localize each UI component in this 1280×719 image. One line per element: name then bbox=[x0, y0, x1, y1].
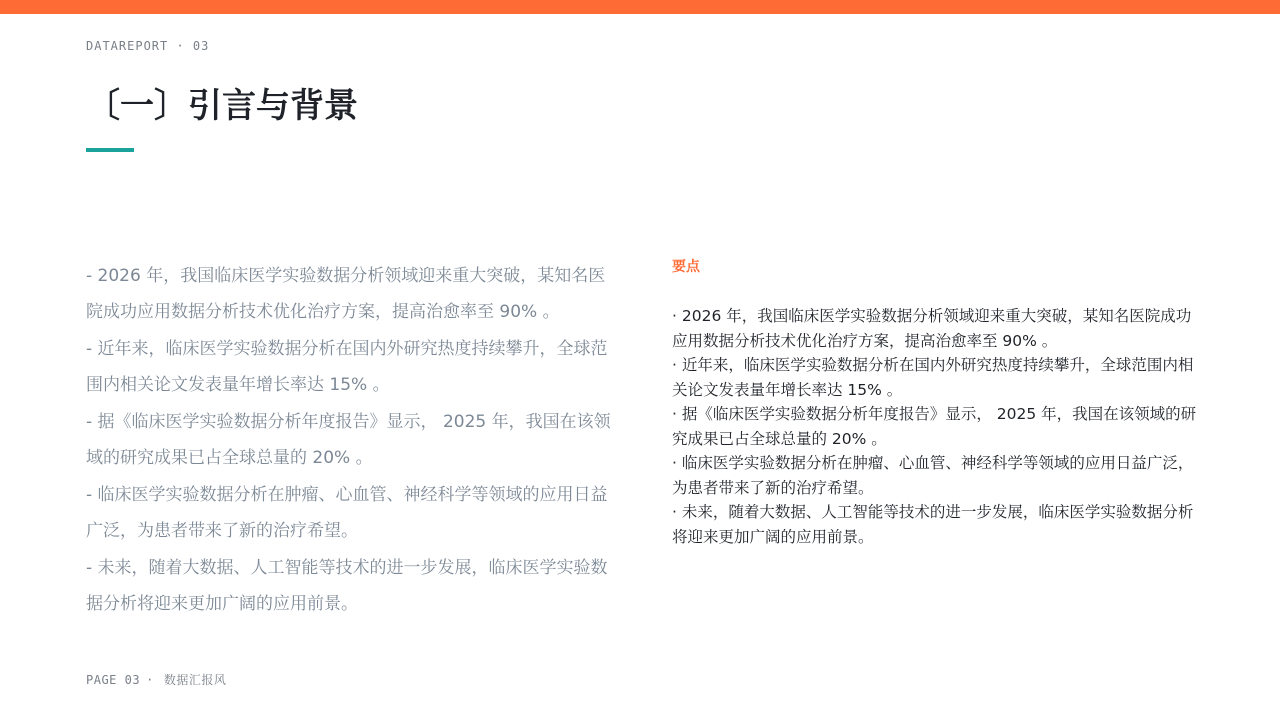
key-point-item: · 临床医学实验数据分析在肿瘤、心血管、神经科学等领域的应用日益广泛，为患者带来了新的治疗希望。 bbox=[672, 454, 1194, 497]
body-paragraph: - 临床医学实验数据分析在肿瘤、心血管、神经科学等领域的应用日益广泛，为患者带来了新的治疗希望。 bbox=[86, 485, 608, 541]
key-points-title: 要点 bbox=[672, 259, 700, 275]
footer-brand: 数据汇报风 bbox=[163, 673, 227, 687]
title-underline bbox=[86, 148, 134, 152]
top-accent-bar bbox=[0, 0, 1280, 14]
page-number: PAGE 03 bbox=[86, 673, 141, 687]
key-points-list bbox=[672, 304, 1202, 549]
body-paragraph: - 据《临床医学实验数据分析年度报告》显示， 2025 年，我国在该领域的研究成果已占全球总量的 20% 。 bbox=[86, 412, 611, 468]
body-text bbox=[86, 258, 616, 623]
key-point-item: · 2026 年，我国临床医学实验数据分析领域迎来重大突破，某知名医院成功应用数据分析技术优化治疗方案，提高治愈率至 90% 。 bbox=[672, 307, 1192, 350]
footer-separator: · bbox=[146, 673, 154, 687]
body-paragraph: - 2026 年，我国临床医学实验数据分析领域迎来重大突破，某知名医院成功应用数据分析技术优化治疗方案，提高治愈率至 90% 。 bbox=[86, 266, 606, 322]
page-title: 〔一〕引言与背景 bbox=[86, 86, 358, 126]
body-paragraph: - 未来，随着大数据、人工智能等技术的进一步发展，临床医学实验数据分析将迎来更加广阔的应用前景。 bbox=[86, 558, 608, 614]
footer bbox=[86, 671, 226, 688]
key-point-item: · 近年来，临床医学实验数据分析在国内外研究热度持续攀升，全球范围内相关论文发表量年增长率达 15% 。 bbox=[672, 356, 1194, 399]
key-point-item: · 据《临床医学实验数据分析年度报告》显示， 2025 年，我国在该领域的研究成果已占全球总量的 20% 。 bbox=[672, 405, 1197, 448]
kicker-label: DATAREPORT · 03 bbox=[86, 39, 210, 53]
body-paragraph: - 近年来，临床医学实验数据分析在国内外研究热度持续攀升，全球范围内相关论文发表量年增长率达 15% 。 bbox=[86, 339, 608, 395]
key-point-item: · 未来，随着大数据、人工智能等技术的进一步发展，临床医学实验数据分析将迎来更加广阔的应用前景。 bbox=[672, 503, 1194, 546]
